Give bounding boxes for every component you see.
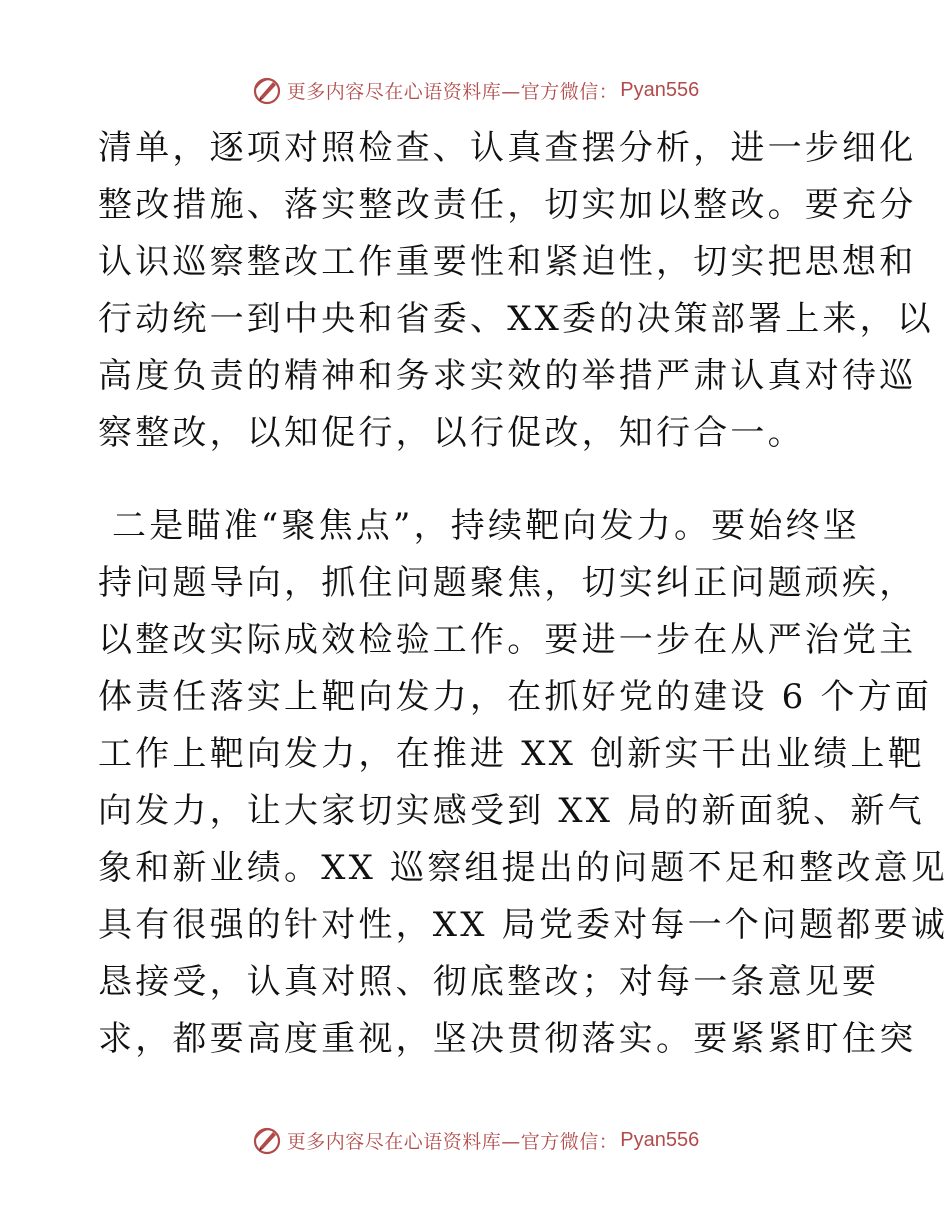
text-line: 察整改，以知促行，以行促改，知行合一。 <box>98 413 805 453</box>
text-line: 高度负责的精神和务求实效的举措严肃认真对待巡 <box>98 356 917 396</box>
text-line: 求，都要高度重视，坚决贯彻落实。要紧紧盯住突 <box>98 1019 917 1059</box>
header-wechat-id: Pyan556 <box>620 78 700 101</box>
paragraph-1 <box>98 120 935 462</box>
text-line: 向发力，让大家切实感受到 XX 局的新面貌、新气 <box>98 791 925 831</box>
header-watermark <box>0 70 950 110</box>
text-line: 整改措施、落实整改责任，切实加以整改。要充分 <box>98 185 917 225</box>
footer-watermark-text: 更多内容尽在心语资料库—官方微信： <box>286 1130 619 1153</box>
text-line: 具有很强的针对性，XX 局党委对每一个问题都要诚 <box>98 905 949 945</box>
text-line: 持问题导向，抓住问题聚焦，切实纠正问题顽疾， <box>98 563 917 603</box>
text-line: 认识巡察整改工作重要性和紧迫性，切实把思想和 <box>98 242 917 282</box>
pen-swirl-logo-icon <box>251 74 283 106</box>
text-line: 体责任落实上靶向发力，在抓好党的建设 6 个方面 <box>98 677 933 717</box>
text-line: 恳接受，认真对照、彻底整改；对每一条意见要 <box>98 962 880 1002</box>
text-line: 象和新业绩。XX 巡察组提出的问题不足和整改意见 <box>98 848 949 888</box>
text-line: 工作上靶向发力，在推进 XX 创新实干出业绩上靶 <box>98 734 925 774</box>
text-line: 以整改实际成效检验工作。要进一步在从严治党主 <box>98 620 917 660</box>
paragraph-2 <box>98 498 949 1068</box>
header-watermark-text: 更多内容尽在心语资料库—官方微信： <box>286 80 619 103</box>
footer-wechat-id: Pyan556 <box>620 1128 700 1151</box>
text-line: 清单，逐项对照检查、认真查摆分析，进一步细化 <box>98 128 917 168</box>
pen-swirl-logo-icon <box>251 1124 283 1156</box>
text-line: 二是瞄准“聚焦点”，持续靶向发力。要始终坚 <box>98 506 860 546</box>
document-body <box>98 120 949 1068</box>
paragraph-spacer <box>98 462 878 498</box>
footer-watermark <box>0 1120 950 1160</box>
text-line: 行动统一到中央和省委、XX委的决策部署上来，以 <box>98 299 935 339</box>
